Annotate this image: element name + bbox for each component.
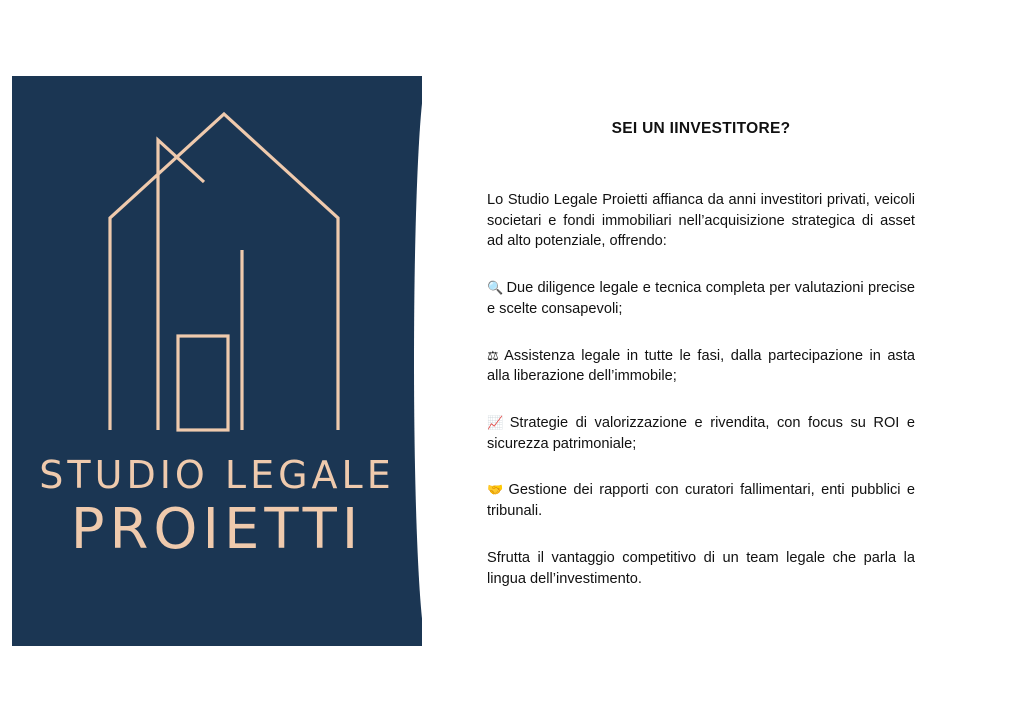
logo-panel	[12, 76, 422, 646]
list-item	[487, 480, 915, 521]
content-column	[487, 120, 915, 589]
logo-line-studio-legale: STUDIO LEGALE	[39, 453, 395, 497]
intro-paragraph: Lo Studio Legale Proietti affianca da anni investitori privati, veicoli societari e fondi immobiliari nell’acquisizione strategica di asset ad alto potenziale, offrendo:	[487, 192, 915, 250]
closing-paragraph: Sfrutta il vantaggio competitivo di un team legale che parla la lingua dell’investimento.	[487, 549, 915, 587]
logo-line-proietti: PROIETTI	[70, 497, 364, 562]
page-title: SEI UN IINVESTITORE?	[611, 120, 791, 137]
list-item-text: Due diligence legale e tecnica completa per valutazioni precise e scelte consapevoli;	[487, 280, 915, 317]
chart-increasing-icon: 📈	[487, 416, 507, 432]
logo-inner	[12, 76, 422, 646]
list-item-text: Assistenza legale in tutte le fasi, dalla partecipazione in asta alla liberazione dell’immobile;	[487, 347, 916, 385]
list-item	[487, 278, 915, 319]
balance-scale-icon: ⚖	[487, 348, 502, 364]
list-item	[487, 346, 915, 387]
list-item-text: Gestione dei rapporti con curatori fallimentari, enti pubblici e tribunali.	[487, 482, 915, 520]
logo-wordmark	[39, 453, 395, 562]
magnifier-icon: 🔍	[487, 281, 504, 297]
handshake-icon: 🤝	[487, 483, 506, 499]
house-outline-mark-icon	[92, 100, 342, 450]
list-item-text: Strategie di valorizzazione e rivendita, con focus su ROI e sicurezza patrimoniale;	[487, 415, 916, 452]
list-item	[487, 413, 915, 454]
